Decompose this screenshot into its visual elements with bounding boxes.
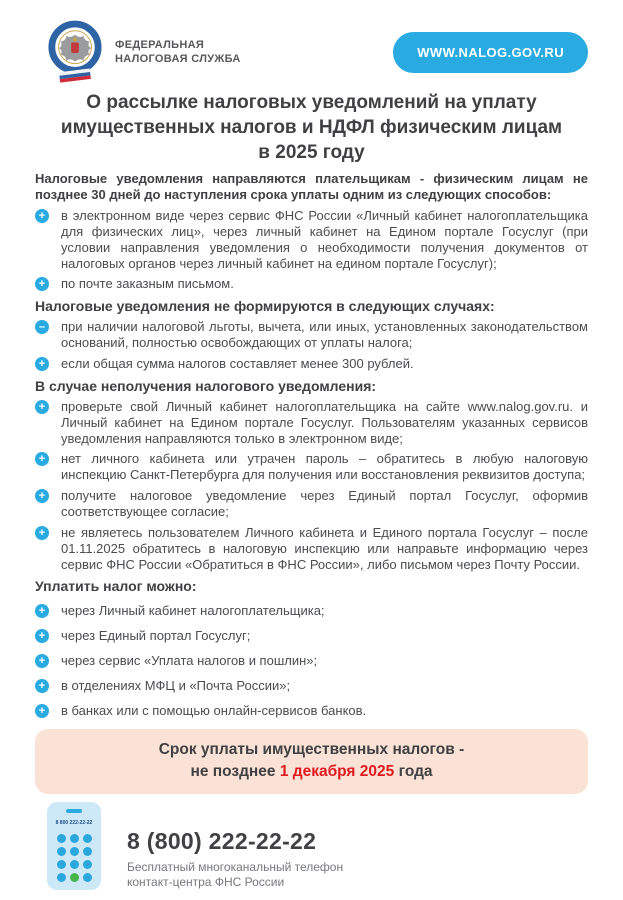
logo-line-2: НАЛОГОВАЯ СЛУЖБА — [115, 53, 241, 65]
deadline-banner — [35, 729, 588, 794]
keypad-dot — [83, 873, 92, 882]
deadline-date: 1 декабря 2025 — [279, 763, 395, 781]
not-formed-list — [35, 319, 588, 372]
section-heading-not-formed: Налоговые уведомления не формируются в следующих случаях: — [35, 298, 495, 315]
intro-lead: Налоговые уведомления направляются плательщикам - физическим лицам не позднее 30 дней до наступления срока уплаты одним из следующих способов: — [35, 171, 588, 203]
list-item-text: в электронном виде через сервис ФНС России «Личный кабинет налогоплательщика для физических лиц», через личный кабинет на Едином портале Госуслуг (при условии направления уведомления о необходимости получения документов от налоговых органов через личный кабинет на едином портале Госуслуг); — [61, 207, 588, 271]
logo-line-1: ФЕДЕРАЛЬНАЯ — [115, 38, 205, 51]
plus-circle-icon: + — [35, 452, 49, 466]
keypad-dot — [57, 834, 66, 843]
list-item — [35, 525, 588, 573]
deadline-line-2-prefix: не позднее — [190, 763, 280, 781]
keypad-dot — [57, 847, 66, 856]
deadline-line-2-suffix: года — [394, 763, 433, 781]
contact-block — [127, 828, 343, 891]
list-item-text: через Единый портал Госуслуг; — [61, 628, 251, 644]
list-item-text: через сервис «Уплата налогов и пошлин»; — [61, 653, 318, 669]
list-item — [35, 628, 588, 644]
list-item-text: получите налоговое уведомление через Единый портал Госуслуг, оформив соответствующее согласие; — [61, 488, 588, 519]
list-item-text: проверьте свой Личный кабинет налогоплательщика на сайте www.nalog.gov.ru. и Личный кабинет на Едином портале Госуслуг. Пользователям указанных сервисов уведомления направляются только в электронном виде; — [61, 398, 588, 446]
pay-list — [35, 603, 588, 718]
note-line-1: Бесплатный многоканальный телефон — [127, 859, 344, 874]
list-item — [35, 703, 588, 719]
not-received-list — [35, 399, 588, 573]
keypad-dot-green — [70, 873, 79, 882]
header — [35, 0, 588, 84]
list-item — [35, 208, 588, 271]
list-item — [35, 451, 588, 483]
keypad-dot — [83, 860, 92, 869]
plus-circle-icon: + — [35, 489, 49, 503]
plus-circle-icon: + — [35, 679, 49, 693]
phone-icon-label: 8 800 222-22-22 — [55, 819, 93, 826]
keypad-dot — [57, 860, 66, 869]
section-heading-not-received: В случае неполучения налогового уведомления: — [35, 377, 377, 394]
list-item-text: при наличии налоговой льготы, вычета, или иных, установленных законодательством оснований, полностью освобождающих от уплаты налога; — [61, 319, 588, 351]
note-line-2: контакт-центра ФНС России — [127, 875, 285, 890]
list-item-text: в отделениях МФЦ и «Почта России»; — [61, 678, 291, 693]
phone-keypad — [57, 834, 92, 882]
contact-phone-note — [127, 860, 343, 891]
fns-logo — [47, 20, 241, 84]
plus-circle-icon: + — [35, 209, 49, 223]
plus-circle-icon: + — [35, 629, 49, 643]
list-item-text: в банках или с помощью онлайн-сервисов банков. — [61, 702, 367, 718]
plus-circle-icon: + — [35, 704, 49, 718]
list-item — [35, 653, 588, 669]
plus-circle-icon: + — [35, 604, 49, 618]
phone-icon — [47, 802, 101, 890]
title-line-3: в 2025 году — [258, 142, 365, 164]
title-line-1: О рассылке налоговых уведомлений на уплату — [86, 92, 537, 113]
keypad-dot — [83, 834, 92, 843]
list-item — [35, 488, 588, 520]
page-title — [35, 90, 588, 165]
list-item-text: если общая сумма налогов составляет менее 300 рублей. — [61, 355, 414, 371]
keypad-dot — [83, 847, 92, 856]
keypad-dot — [70, 847, 79, 856]
plus-circle-icon: + — [35, 400, 49, 414]
intro-list — [35, 208, 588, 292]
plus-circle-icon: + — [35, 526, 49, 540]
list-item — [35, 356, 588, 372]
list-item-text: нет личного кабинета или утрачен пароль – обратитесь в любую налоговую инспекцию Санкт-Петербурга для получения или восстановления реквизитов доступа; — [61, 451, 588, 483]
contact-phone-number: 8 (800) 222-22-22 — [127, 827, 317, 854]
list-item — [35, 678, 588, 694]
phone-speaker-slot — [66, 809, 82, 813]
keypad-dot — [57, 873, 66, 882]
footer — [35, 802, 588, 891]
list-item — [35, 399, 588, 447]
keypad-dot — [70, 834, 79, 843]
deadline-line-1: Срок уплаты имущественных налогов - — [158, 740, 465, 758]
list-item-text: не являетесь пользователем Личного кабинета и Единого портала Госуслуг – после 01.11.2025 обратитесь в налоговую инспекцию или направьте информацию через сервис ФНС России «Обратиться в ФНС России», либо письмом через Почту России. — [61, 524, 588, 572]
list-item — [35, 276, 588, 292]
minus-circle-icon: – — [35, 320, 49, 334]
plus-circle-icon: + — [35, 357, 49, 371]
plus-circle-icon: + — [35, 277, 49, 291]
fns-emblem-icon — [47, 20, 103, 84]
list-item-text: по почте заказным письмом. — [61, 276, 234, 292]
list-item — [35, 603, 588, 619]
list-item — [35, 319, 588, 351]
keypad-dot — [70, 860, 79, 869]
list-item-text: через Личный кабинет налогоплательщика; — [61, 603, 325, 619]
title-line-2: имущественных налогов и НДФЛ физическим лицам — [60, 117, 563, 139]
plus-circle-icon: + — [35, 654, 49, 668]
section-heading-pay: Уплатить налог можно: — [35, 578, 197, 595]
fns-logo-text — [115, 38, 241, 67]
nalog-site-button[interactable]: WWW.NALOG.GOV.RU — [393, 32, 588, 73]
